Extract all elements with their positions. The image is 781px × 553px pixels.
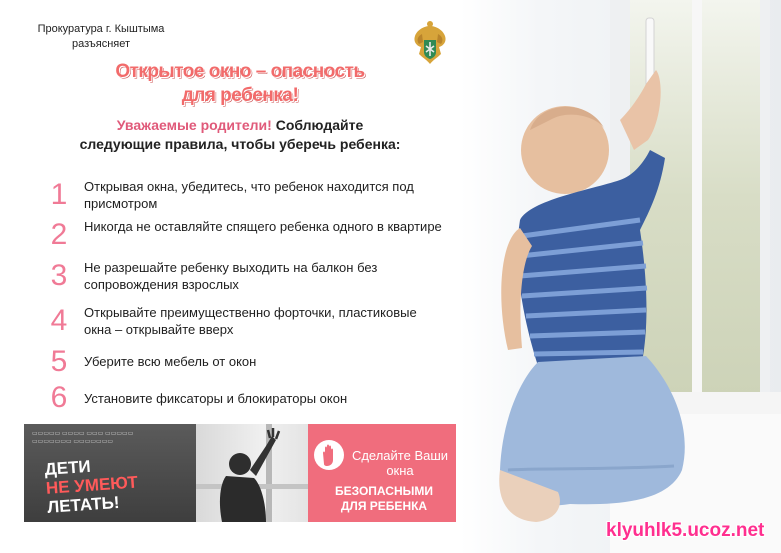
main-title [60,60,420,108]
organization-header [26,22,176,52]
rule-text: Открывайте преимущественно форточки, пластиковые окна – открывайте вверх [84,305,417,337]
rule-text: Никогда не оставляйте спящего ребенка одного в квартире [84,219,442,234]
banner-fine-print: ▭▭▭▭▭ ▭▭▭▭ ▭▭▭ ▭▭▭▭▭ ▭▭▭▭▭▭▭ ▭▭▭▭▭▭▭ [32,431,134,445]
rule-number: 6 [50,381,68,414]
banner-safe-text [316,484,452,514]
rule-4 [44,304,444,344]
banner-slogan [44,450,188,517]
banner-child-photo [196,424,308,522]
org-subtitle: разъясняет [71,38,131,50]
rule-2 [44,218,444,258]
title-line-2: для ребенка! [181,85,299,106]
rule-text: Уберите всю мебель от окон [84,354,257,369]
rule-number: 4 [50,304,68,337]
baby-at-window-photo [460,0,781,553]
banner-dark-panel [24,424,196,522]
rule-6 [44,381,444,421]
watermark: klyuhlk5.ucoz.net [606,520,765,541]
stop-hand-icon [314,440,344,470]
intro-line-2: следующие правила, чтобы уберечь ребенка: [79,136,401,152]
banner-pink-panel [308,424,456,522]
rule-number: 1 [50,178,68,211]
org-name: Прокуратура г. Кыштыма [37,23,165,35]
safe-text-line-2: ДЛЯ РЕБЕНКА [340,499,428,513]
intro-highlight: Уважаемые родители! [116,117,272,133]
child-at-window-image [196,424,308,522]
rule-text: Открывая окна, убедитесь, что ребенок находится под присмотром [84,179,414,211]
rule-text: Установите фиксаторы и блокираторы окон [84,391,348,406]
intro-text [50,116,430,154]
slogan-line-3: ЛЕТАТЬ! [46,492,121,517]
rule-number: 5 [50,345,68,378]
title-line-1: Открытое окно – опасность [115,61,365,82]
safety-banner [24,424,456,522]
rule-text: Не разрешайте ребенку выходить на балкон без сопровождения взрослых [84,260,378,292]
rule-number: 2 [50,218,68,251]
slogan-line-1: ДЕТИ [44,456,92,479]
rule-number: 3 [50,259,68,292]
rule-1 [44,178,444,218]
intro-line-1: Соблюдайте [275,117,364,133]
banner-call-to-action: Сделайте Ваши окна [351,448,449,478]
slogan-line-2: НЕ УМЕЮТ [45,472,139,498]
rule-5 [44,345,444,385]
rule-3 [44,259,444,299]
safe-text-line-1: БЕЗОПАСНЫМИ [334,484,433,498]
